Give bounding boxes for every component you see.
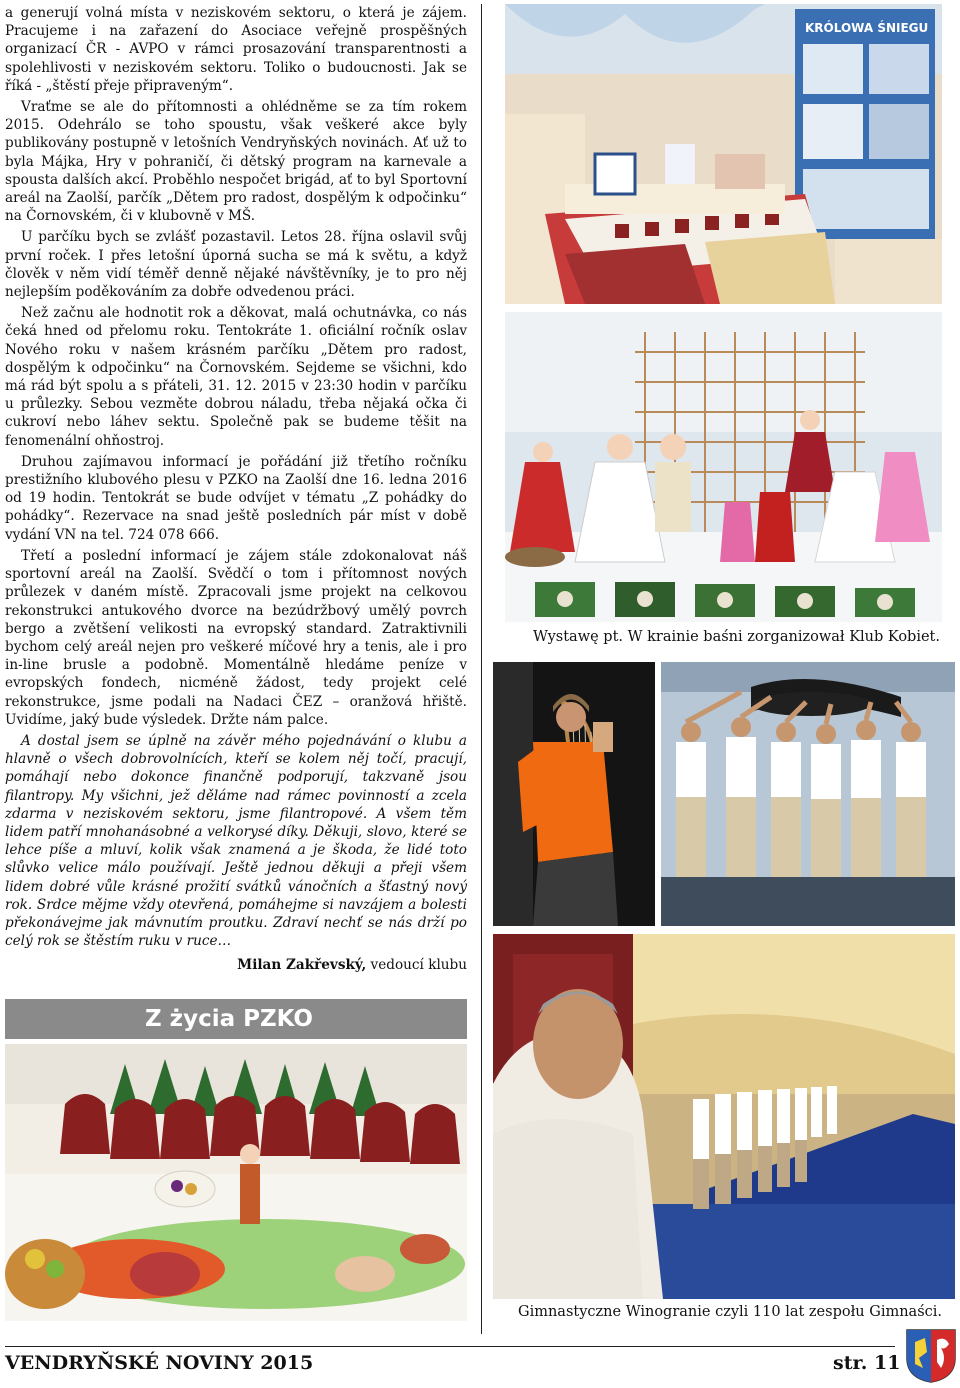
photo-dolls-exhibition	[505, 312, 942, 622]
photo-gymnasts-lift-image	[661, 662, 955, 926]
signature-role: vedoucí klubu	[366, 957, 467, 974]
photo-gymnasts-hall	[493, 934, 955, 1299]
footer-rule	[5, 1346, 895, 1347]
article-paragraph: Než začnu ale hodnotit rok a děkovat, malá ochutnávka, co nás čeká hned od přelomu roku. Tentokráte 1. oficiální ročník oslav Nového roku v našem krásném parčíku „Dětem pro radost, dospělým k odpočinku“ na Čornovském. Sejdeme se všichni, kdo má rád být spolu a s přáteli, 31. 12. 2015 v 23:30 hodin v parčíku u průlezky. Sebou vezměte dobrou náladu, třeba nějaká očka či cukroví nebo láhev sektu. Společně pak se budeme těšit na fenomenální ohňostroj.	[5, 305, 467, 449]
photo-dolls-image	[505, 312, 942, 622]
signature-name: Milan Zakřevský,	[237, 957, 367, 974]
article-paragraph: a generují volná místa v neziskovém sektoru, o která je zájem. Pracujeme i na zařazení do Asociace veřejně prospěšných organizací ČR - AVPO v rámci prosazování transparentnosti a spolehlivosti v neziskovém sektoru. Toliko o budoucnosti. Jak se říká - „štěstí přeje připraveným“.	[5, 5, 467, 94]
coat-of-arms-icon	[905, 1328, 957, 1384]
article-column	[5, 4, 467, 978]
photo-quilts-exhibition	[505, 4, 942, 304]
photo-gymnasts-lift	[661, 662, 955, 926]
caption-exhibition: Wystawę pt. W krainie baśni zorganizował Klub Kobiet.	[533, 629, 940, 645]
poster-title: KRÓLOWA ŚNIEGU	[805, 21, 929, 35]
section-title: Z życia PZKO	[145, 1006, 313, 1032]
photo-harp-player	[493, 662, 655, 926]
section-banner	[5, 999, 467, 1039]
article-signature	[5, 956, 467, 974]
page-number: str. 11	[833, 1352, 901, 1374]
article-paragraph: Druhou zajímavou informací je pořádání již třetího ročníku prestižního klubového plesu v PZKO na Zaolší dne 16. ledna 2016 od 19 hodin. Tentokrát se bude odvíjet v tématu „Z pohádky do pohádky“. Rezervace na snad ještě posledních pár míst v době vydání VN na tel. 724 078 666.	[5, 453, 467, 543]
photo-gymnasts-hall-image	[493, 934, 955, 1299]
photo-harvest-display	[5, 1044, 467, 1321]
footer-title: VENDRYŇSKÉ NOVINY 2015	[5, 1352, 314, 1374]
photo-harp-image	[493, 662, 655, 926]
article-paragraph: U parčíku bych se zvlášť pozastavil. Letos 28. října oslavil svůj první roček. I přes letošní úporná sucha se má k světu, a když člověk v něm vidí téměř denně nějaké návštěvníky, je to pro něj nejlepším poděkováním za dobře odvedenou práci.	[5, 229, 467, 301]
photo-harvest-image	[5, 1044, 467, 1321]
column-divider	[481, 4, 482, 1334]
photo-quilts-image	[505, 4, 942, 304]
caption-gymnastics: Gimnastyczne Winogranie czyli 110 lat zespołu Gimnaści.	[518, 1304, 943, 1320]
article-closing: A dostal jsem se úplně na závěr mého pojednávání o klubu a hlavně o všech dobrovolnících, kteří se kolem něj točí, pracují, pomáhají nebo dokonce finančně podporují, takzvaně jsou filantropy. My všichni, jež děláme nad rámec povinností a zcela zdarma v neziskovém sektoru, jsme filantropové. A všem těm lidem patří mnohanásobné a velkorysé díky. Děkuji, slovo, které se lehce píše a mluví, kolik však znamená a je škoda, že lidé toto slůvko velice málo používají. Ještě jednou děkuji a přeji všem lidem dobré vůle krásné prožití svátků vánočních a šťastný nový rok. Srdce mějme vždy otevřená, pomáhejme si navzájem a bolesti překonávejme jak mávnutím proutku. Zdraví nechť se nás drží po celý rok se štěstím ruku v ruce…	[5, 732, 467, 950]
article-paragraph: Vraťme se ale do přítomnosti a ohlédněme se za tím rokem 2015. Odehrálo se toho spoustu, však veškeré akce byly publikovány postupně v letošních Vendryňských novinách. Ať už to byla Májka, Hry v pohraničí, či dětský program na karnevale a spousta dalších akcí. Proběhlo nespočet brigád, ať to byl Sportovní areál na Zaolší, parčík „Dětem pro radost, dospělým k odpočinku“ na Čornovském, či v klubovně v MŠ.	[5, 99, 467, 225]
article-paragraph: Třetí a poslední informací je zájem stále zdokonalovat náš sportovní areál na Zaolší. Svědčí o tom i přítomnost nových průlezek v daném místě. Zpracovali jsme projekt na celkovou rekonstrukci antukového dvorce na bezúdržbový umělý povrch bergo a zvětšení velikosti na evropský standard. Zatraktivnili bychom celý areál nejen pro veškeré míčové hry a tenis, ale i pro in-line brusle a podobně. Momentálně hledáme peníze v evropských fondech, nicméně žádost, tedy projekt celé rekonstrukce, jsme podali na Nadaci ČEZ – oranžová hřiště. Uvidíme, jaký bude výsledek. Držte nám palce.	[5, 547, 467, 728]
